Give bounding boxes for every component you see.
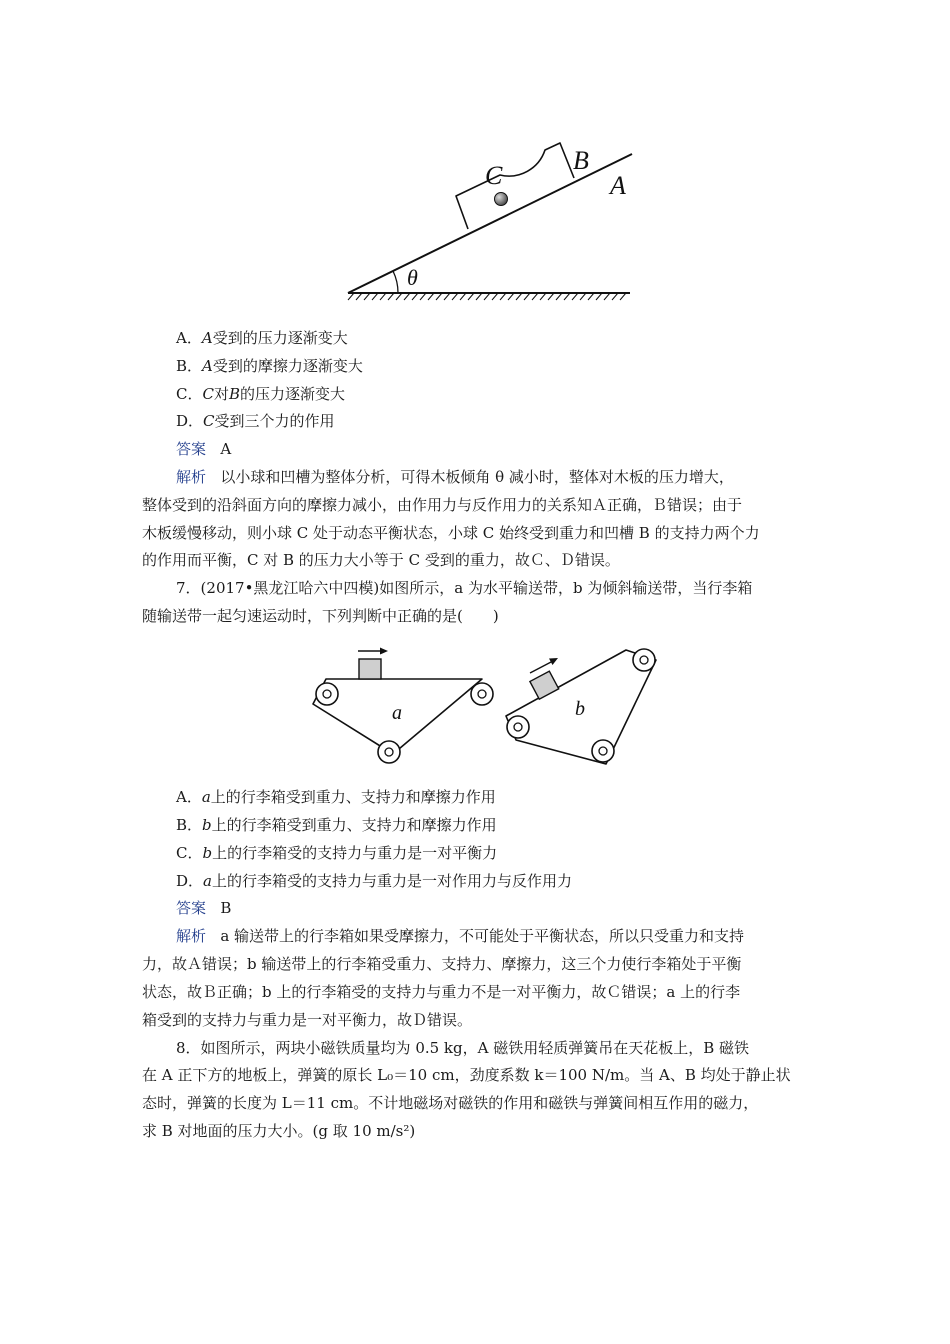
q7-analysis-line-2: 力，故Ａ错误；b 输送带上的行李箱受重力、支持力、摩擦力，这三个力使行李箱处于平衡 bbox=[142, 955, 742, 973]
angle-arc bbox=[393, 271, 398, 293]
arrow-a-icon bbox=[358, 648, 388, 655]
pulley-a-bottom bbox=[378, 741, 400, 763]
ball bbox=[495, 193, 508, 206]
q8-line-3: 态时，弹簧的长度为 L＝11 cm。不计地磁场对磁铁的作用和磁铁与弹簧间相互作用的磁力， bbox=[142, 1094, 759, 1112]
q6-option-d: D．C受到三个力的作用 bbox=[176, 412, 335, 430]
q6-option-a: A．A受到的压力逐渐变大 bbox=[176, 329, 348, 347]
analysis-label: 解析 bbox=[176, 927, 207, 945]
q7-analysis-line-1: 解析 a 输送带上的行李箱如果受摩擦力，不可能处于平衡状态，所以只受重力和支持 bbox=[176, 927, 745, 945]
answer-label: 答案 bbox=[176, 899, 207, 917]
q7-option-c: C．b上的行李箱受的支持力与重力是一对平衡力 bbox=[176, 844, 498, 862]
pulley-b-bottom bbox=[592, 740, 614, 762]
label-a-belt: a bbox=[392, 702, 402, 724]
q7-analysis-line-4: 箱受到的支持力与重力是一对平衡力，故Ｄ错误。 bbox=[142, 1011, 473, 1029]
label-theta: θ bbox=[407, 265, 418, 290]
analysis-label: 解析 bbox=[176, 468, 207, 486]
q6-option-c: C．C对B的压力逐渐变大 bbox=[176, 385, 346, 403]
q6-analysis-line-4: 的作用而平衡，C 对 B 的压力大小等于 C 受到的重力，故Ｃ、Ｄ错误。 bbox=[142, 551, 620, 569]
q7-stem-line-2: 随输送带一起匀速运动时，下列判断中正确的是( ) bbox=[142, 607, 499, 625]
q8-line-1: 8．如图所示，两块小磁铁质量均为 0.5 kg，A 磁铁用轻质弹簧吊在天花板上，B 磁铁 bbox=[176, 1039, 750, 1057]
conveyor-figure bbox=[300, 640, 692, 775]
label-a: A bbox=[610, 171, 626, 200]
q6-analysis-line-3: 木板缓慢移动，则小球 C 处于动态平衡状态，小球 C 始终受到重力和凹槽 B 的支持力两个力 bbox=[142, 524, 760, 542]
q7-stem-line-1: 7．(2017•黑龙江哈六中四模)如图所示，a 为水平输送带，b 为倾斜输送带，当行李箱 bbox=[176, 579, 753, 597]
luggage-a bbox=[359, 659, 381, 679]
belt-b bbox=[506, 649, 656, 764]
pulley-b-top bbox=[633, 649, 655, 671]
ground-hatching bbox=[348, 293, 626, 300]
q6-analysis-line-1: 解析 以小球和凹槽为整体分析，可得木板倾角 θ 减小时，整体对木板的压力增大， bbox=[176, 468, 734, 486]
q6-option-b: B．A受到的摩擦力逐渐变大 bbox=[176, 357, 363, 375]
luggage-b bbox=[530, 671, 559, 699]
pulley-b-left bbox=[507, 716, 529, 738]
q7-option-b: B．b上的行李箱受到重力、支持力和摩擦力作用 bbox=[176, 816, 497, 834]
label-c: C bbox=[485, 161, 503, 190]
q8-line-2: 在 A 正下方的地板上，弹簧的原长 L₀＝10 cm，劲度系数 k＝100 N/m。当 A、B 均处于静止状 bbox=[142, 1066, 791, 1084]
label-b-belt: b bbox=[575, 698, 585, 720]
answer-label: 答案 bbox=[176, 440, 207, 458]
q7-answer: 答案 B bbox=[176, 899, 232, 917]
q7-option-d: D．a上的行李箱受的支持力与重力是一对作用力与反作用力 bbox=[176, 872, 572, 890]
label-b: B bbox=[573, 146, 589, 175]
pulley-a-left bbox=[316, 683, 338, 705]
pulley-a-right bbox=[471, 683, 493, 705]
q7-analysis-line-3: 状态，故Ｂ正确；b 上的行李箱受的支持力与重力不是一对平衡力，故Ｃ错误；a 上的行李 bbox=[142, 983, 741, 1001]
q6-analysis-line-2: 整体受到的沿斜面方向的摩擦力减小，由作用力与反作用力的关系知Ａ正确，Ｂ错误；由于 bbox=[142, 496, 743, 514]
q7-option-a: A．a上的行李箱受到重力、支持力和摩擦力作用 bbox=[176, 788, 496, 806]
q8-line-4: 求 B 对地面的压力大小。(g 取 10 m/s²) bbox=[142, 1122, 416, 1140]
belt-a bbox=[313, 648, 493, 764]
groove-block bbox=[456, 143, 574, 229]
q6-answer: 答案 A bbox=[176, 440, 232, 458]
arrow-b-icon bbox=[530, 658, 558, 673]
incline-figure bbox=[340, 128, 640, 303]
